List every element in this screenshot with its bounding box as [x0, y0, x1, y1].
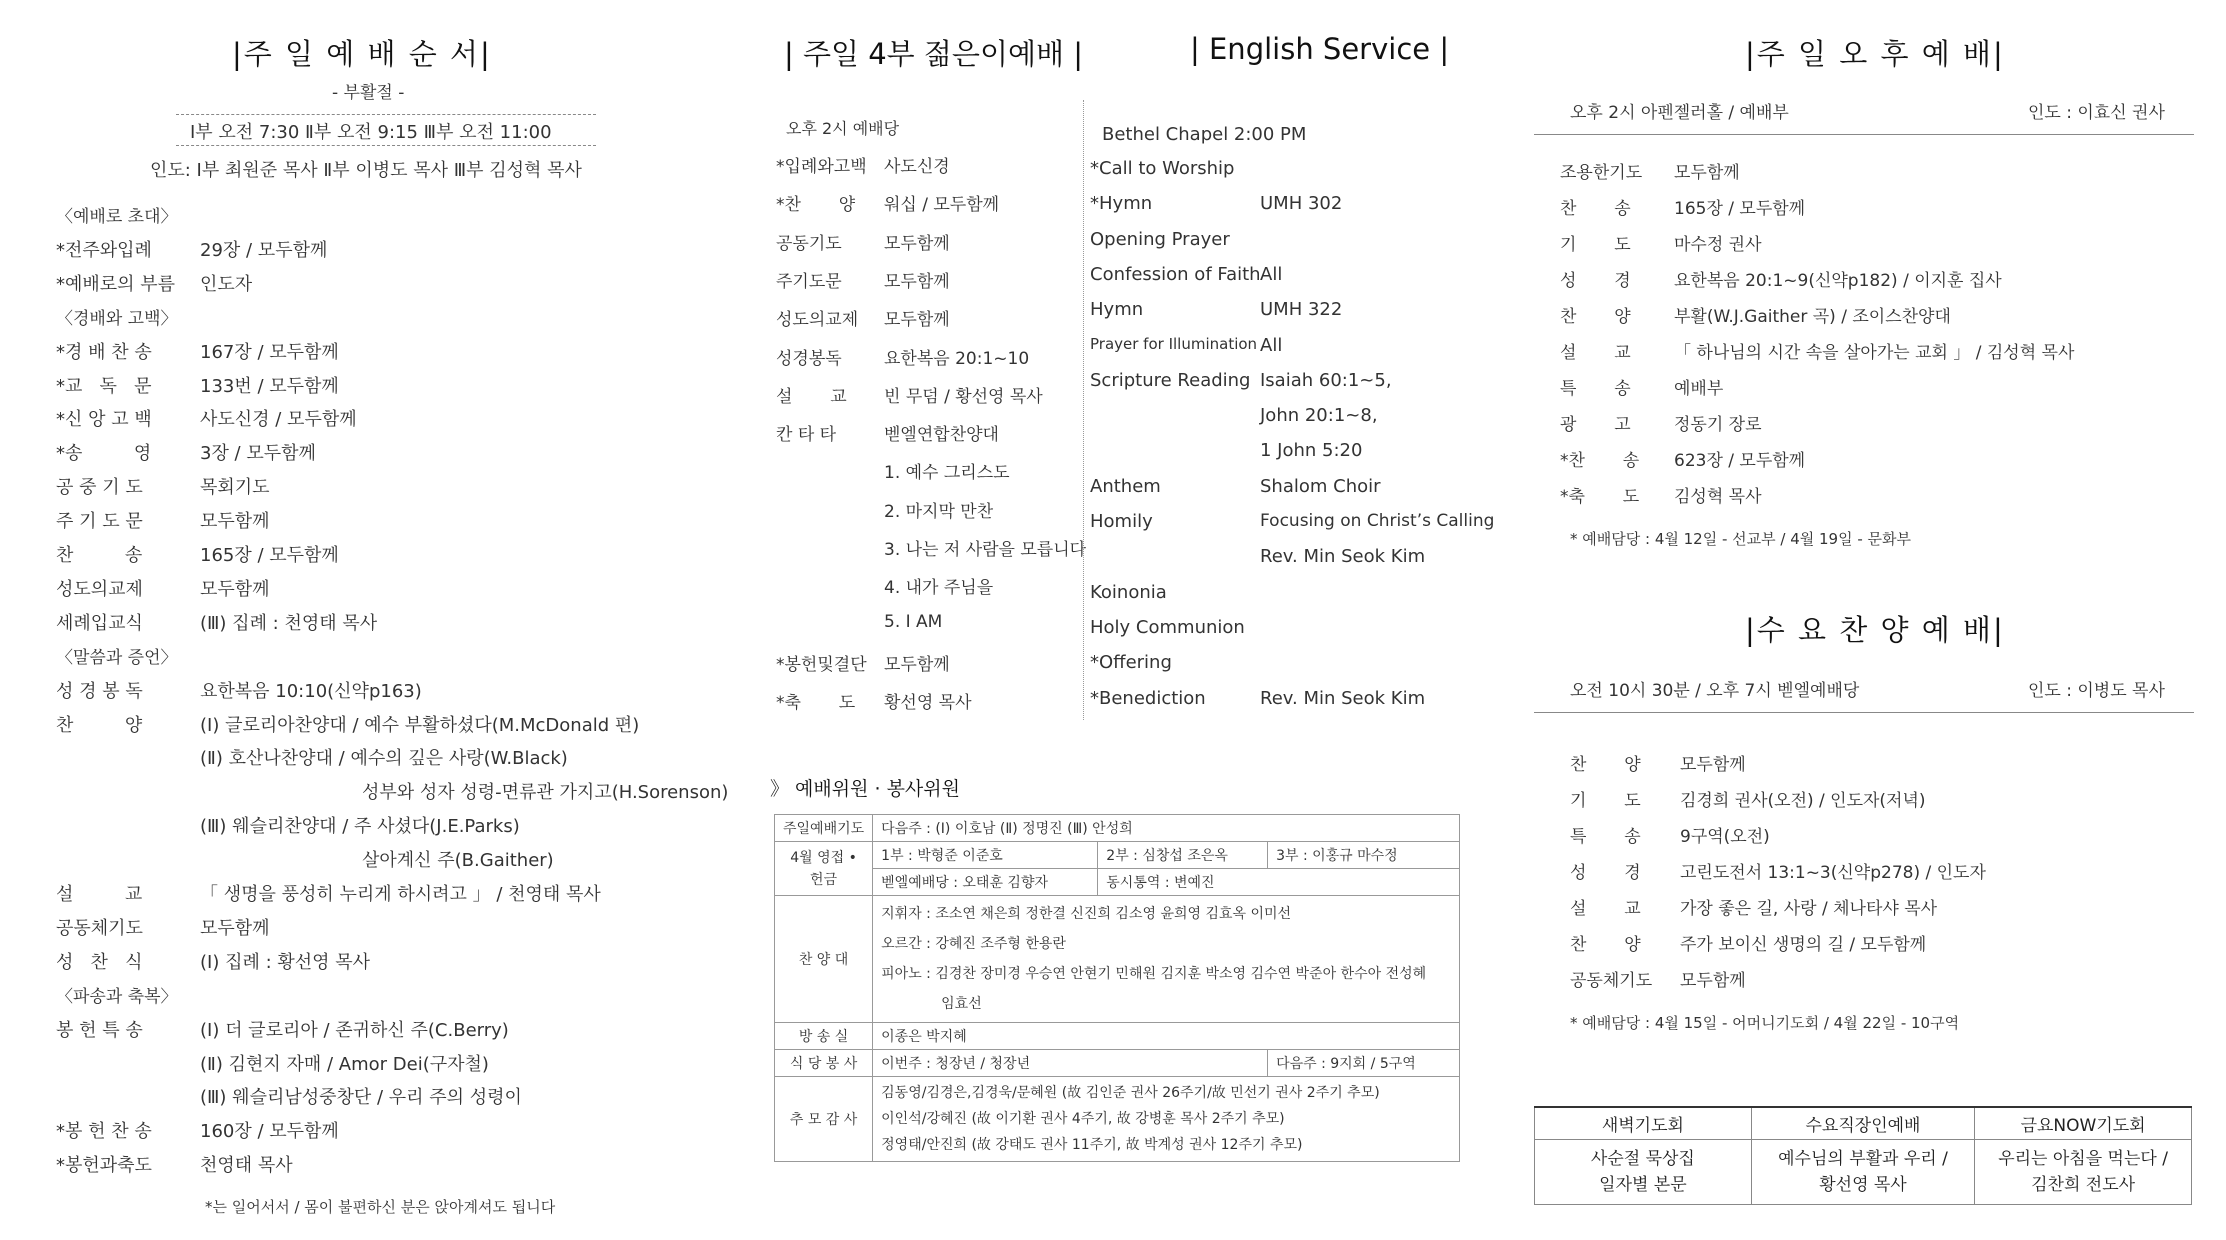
wednesday-label: 설 교 — [1570, 899, 1641, 919]
wednesday-value: 고린도전서 13:1~3(신약p278) / 인도자 — [1680, 863, 1986, 883]
wednesday-value: 김경희 권사(오전) / 인도자(저녁) — [1680, 791, 1926, 811]
staff-memorial-label: 추 모 감 사 — [775, 1077, 873, 1162]
wednesday-label: 찬 양 — [1570, 755, 1641, 775]
order-value: 165장 / 모두함께 — [200, 545, 339, 566]
section-heading: 〈경배와 고백〉 — [56, 309, 178, 329]
wednesday-rule — [1534, 712, 2194, 713]
staff-prayer-value: 다음주 : (Ⅰ) 이호남 (Ⅱ) 정명진 (Ⅲ) 안성희 — [873, 815, 1460, 842]
youth-value: 모두함께 — [884, 234, 950, 254]
afternoon-label: *찬 송 — [1560, 451, 1640, 471]
english-value: All — [1260, 335, 1283, 356]
afternoon-value: 165장 / 모두함께 — [1674, 199, 1806, 219]
youth-value: 3. 나는 저 사람을 모릅니다 — [884, 540, 1087, 560]
order-value: 살아계신 주(B.Gaither) — [362, 850, 554, 871]
order-value: (Ⅰ) 글로리아찬양대 / 예수 부활하셨다(M.McDonald 편) — [200, 715, 640, 736]
english-label: Scripture Reading — [1090, 370, 1251, 391]
staff-memorial-1: 김동영/김경은,김경욱/문혜원 (故 김인준 권사 26주기/故 민선기 권사 2주기 추모) — [881, 1085, 1380, 1101]
order-value: (Ⅲ) 웨슬리찬양대 / 주 사셨다(J.E.Parks) — [200, 816, 520, 837]
afternoon-label: 조용한기도 — [1560, 163, 1643, 183]
order-value: 모두함께 — [200, 511, 270, 532]
afternoon-service-leader: 인도 : 이효신 권사 — [2028, 103, 2165, 123]
afternoon-value: 예배부 — [1674, 379, 1724, 399]
wednesday-label: 기 도 — [1570, 791, 1641, 811]
order-label: 봉 헌 특 송 — [56, 1020, 143, 1041]
afternoon-value: 요한복음 20:1~9(신약p182) / 이지훈 집사 — [1674, 271, 2002, 291]
order-value: 167장 / 모두함께 — [200, 342, 339, 363]
staff-table — [774, 814, 1460, 1162]
friday-now-line2: 김찬희 전도사 — [2031, 1175, 2136, 1195]
wednesday-workers-line1: 예수님의 부활과 우리 / — [1778, 1149, 1948, 1169]
youth-value: 모두함께 — [884, 272, 950, 292]
wednesday-service-title: |수 요 찬 양 예 배| — [1745, 613, 2005, 647]
wednesday-label: 찬 양 — [1570, 935, 1641, 955]
afternoon-label: 특 송 — [1560, 379, 1631, 399]
afternoon-service-time: 오후 2시 아펜젤러홀 / 예배부 — [1570, 103, 1789, 123]
english-label: *Call to Worship — [1090, 158, 1235, 179]
order-label: *신 앙 고 백 — [56, 409, 152, 430]
order-value: (Ⅱ) 김현지 자매 / Amor Dei(구자철) — [200, 1054, 489, 1075]
english-label: *Benediction — [1090, 688, 1206, 709]
wednesday-label: 성 경 — [1570, 863, 1641, 883]
order-label: *경 배 찬 송 — [56, 342, 152, 363]
wednesday-value: 주가 보이신 생명의 길 / 모두함께 — [1680, 935, 1927, 955]
times-top-rule — [176, 114, 596, 115]
afternoon-value: 623장 / 모두함께 — [1674, 451, 1806, 471]
friday-now-header: 금요NOW기도회 — [1975, 1107, 2192, 1140]
order-label: 성도의교제 — [56, 579, 143, 600]
order-value: 「 생명을 풍성히 누리게 하시려고 」 / 천영태 목사 — [200, 884, 601, 905]
order-label: 찬 양 — [56, 715, 143, 736]
afternoon-note: * 예배담당 : 4월 12일 - 선교부 / 4월 19일 - 문화부 — [1570, 530, 1912, 548]
english-value: John 20:1~8, — [1260, 405, 1378, 426]
staff-memorial-3: 정영태/안진희 (故 강태도 권사 11주기, 故 박계성 권사 12주기 추모) — [881, 1137, 1303, 1153]
column-divider — [1083, 100, 1084, 720]
english-label: *Offering — [1090, 652, 1172, 673]
afternoon-label: *축 도 — [1560, 487, 1640, 507]
english-value: Isaiah 60:1~5, — [1260, 370, 1392, 391]
youth-value: 사도신경 — [884, 157, 950, 177]
youth-service-time: 오후 2시 예배당 — [786, 119, 900, 138]
afternoon-value: 부활(W.J.Gaither 곡) / 조이스찬양대 — [1674, 307, 1951, 327]
order-value: 성부와 성자 성령-면류관 가지고(H.Sorenson) — [362, 782, 729, 803]
order-label: *예배로의 부름 — [56, 274, 176, 295]
english-value: 1 John 5:20 — [1260, 440, 1363, 461]
youth-label: *찬 양 — [776, 195, 856, 215]
youth-value: 4. 내가 주님을 — [884, 578, 994, 598]
section-heading: 〈파송과 축복〉 — [56, 987, 178, 1007]
youth-value: 워십 / 모두함께 — [884, 195, 1000, 215]
afternoon-label: 찬 송 — [1560, 199, 1631, 219]
staff-broadcast-value: 이종은 박지혜 — [873, 1023, 1460, 1050]
order-value: 사도신경 / 모두함께 — [200, 409, 357, 430]
wednesday-service-leader: 인도 : 이병도 목사 — [2028, 681, 2165, 701]
english-label: *Hymn — [1090, 193, 1153, 214]
staff-interpreter: 동시통역 : 변예진 — [1098, 869, 1460, 896]
service-times: Ⅰ부 오전 7:30 Ⅱ부 오전 9:15 Ⅲ부 오전 11:00 — [190, 122, 552, 143]
section-heading: 〈말씀과 증언〉 — [56, 648, 178, 668]
wednesday-note: * 예배담당 : 4월 15일 - 어머니기도회 / 4월 22일 - 10구역 — [1570, 1014, 1960, 1032]
staff-usher-1: 1부 : 박형준 이준호 — [873, 842, 1098, 869]
staff-heading: 》 예배위원 · 봉사위원 — [770, 778, 960, 800]
afternoon-label: 찬 양 — [1560, 307, 1631, 327]
youth-label: 설 교 — [776, 387, 847, 407]
youth-label: *봉헌및결단 — [776, 655, 867, 675]
dawn-prayer-line1: 사순절 묵상집 — [1590, 1149, 1695, 1169]
staff-usher-bethel: 벧엘예배당 : 오태훈 김향자 — [873, 869, 1098, 896]
afternoon-service-title: |주 일 오 후 예 배| — [1745, 37, 2005, 71]
order-value: (Ⅰ) 더 글로리아 / 존귀하신 주(C.Berry) — [200, 1020, 509, 1041]
english-value: Shalom Choir — [1260, 476, 1381, 497]
wednesday-workers-header: 수요직장인예배 — [1751, 1107, 1974, 1140]
english-label: Anthem — [1090, 476, 1161, 497]
order-label: 주 기 도 문 — [56, 511, 143, 532]
wednesday-value: 모두함께 — [1680, 971, 1746, 991]
staff-kitchen-label: 식 당 봉 사 — [775, 1050, 873, 1077]
youth-value: 황선영 목사 — [884, 693, 972, 713]
english-label: Confession of Faith — [1090, 264, 1261, 285]
english-label: Opening Prayer — [1090, 229, 1230, 250]
youth-value: 2. 마지막 만찬 — [884, 502, 994, 522]
staff-choir-piano: 피아노 : 김경찬 장미경 우승연 안현기 민해원 김지훈 박소영 김수연 박준아 한수아 전성혜 — [881, 966, 1427, 982]
youth-value: 벧엘연합찬양대 — [884, 425, 999, 445]
english-value: UMH 302 — [1260, 193, 1343, 214]
wednesday-value: 9구역(오전) — [1680, 827, 1770, 847]
order-label: *송 영 — [56, 443, 152, 464]
dawn-prayer-line2: 일자별 본문 — [1599, 1175, 1687, 1195]
afternoon-value: 정동기 장로 — [1674, 415, 1762, 435]
staff-broadcast-label: 방 송 실 — [775, 1023, 873, 1050]
order-label: 공동체기도 — [56, 918, 143, 939]
prayer-meetings-table — [1534, 1106, 2192, 1205]
order-value: 목회기도 — [200, 477, 270, 498]
afternoon-rule — [1534, 134, 2194, 135]
wednesday-service-time: 오전 10시 30분 / 오후 7시 벧엘예배당 — [1570, 681, 1860, 701]
staff-usher-3: 3부 : 이홍규 마수정 — [1268, 842, 1460, 869]
wednesday-label: 특 송 — [1570, 827, 1641, 847]
order-label: 세례입교식 — [56, 613, 143, 634]
order-label: 성 경 봉 독 — [56, 681, 143, 702]
staff-kitchen-next: 다음주 : 9지회 / 5구역 — [1268, 1050, 1460, 1077]
afternoon-label: 설 교 — [1560, 343, 1631, 363]
afternoon-label: 기 도 — [1560, 235, 1631, 255]
order-label: 찬 송 — [56, 545, 143, 566]
youth-value: 요한복음 20:1~10 — [884, 349, 1030, 369]
order-value: 인도자 — [200, 274, 253, 295]
afternoon-label: 광 고 — [1560, 415, 1631, 435]
english-value: Rev. Min Seok Kim — [1260, 688, 1426, 709]
staff-usher-label: 4월 영접 • 헌금 — [775, 842, 873, 896]
order-value: 3장 / 모두함께 — [200, 443, 316, 464]
youth-value: 빈 무덤 / 황선영 목사 — [884, 387, 1043, 407]
youth-label: 칸 타 타 — [776, 425, 837, 445]
english-label: Koinonia — [1090, 582, 1167, 603]
wednesday-label: 공동체기도 — [1570, 971, 1653, 991]
times-bottom-rule — [176, 145, 596, 146]
sunday-service-title: |주 일 예 배 순 서| — [232, 37, 492, 71]
order-label: *봉 헌 찬 송 — [56, 1121, 152, 1142]
youth-value: 모두함께 — [884, 655, 950, 675]
afternoon-label: 성 경 — [1560, 271, 1631, 291]
english-label: Hymn — [1090, 299, 1144, 320]
order-label: 설 교 — [56, 884, 143, 905]
english-value: Focusing on Christ’s Calling — [1260, 511, 1495, 531]
english-label: Homily — [1090, 511, 1153, 532]
sunday-service-subtitle: - 부활절 - — [332, 83, 405, 103]
youth-label: *입례와고백 — [776, 157, 867, 177]
order-value: 모두함께 — [200, 918, 270, 939]
english-service-title: | English Service | — [1190, 32, 1450, 66]
wednesday-value: 모두함께 — [1680, 755, 1746, 775]
youth-service-title: | 주일 4부 젊은이예배 | — [784, 37, 1083, 71]
staff-choir-piano-cont: 임효선 — [941, 996, 982, 1012]
staff-choir-organ: 오르간 : 강혜진 조주형 한용란 — [881, 936, 1066, 952]
staff-choir-conductors: 지휘자 : 조소연 채은희 정한결 신진희 김소영 윤희영 김효옥 이미선 — [881, 906, 1292, 922]
youth-label: 주기도문 — [776, 272, 842, 292]
staff-choir-label: 찬 양 대 — [775, 896, 873, 1023]
youth-label: 성경봉독 — [776, 349, 842, 369]
staff-usher-2: 2부 : 심창섭 조은옥 — [1098, 842, 1268, 869]
youth-label: 성도의교제 — [776, 310, 859, 330]
order-value: 요한복음 10:10(신약p163) — [200, 681, 422, 702]
order-value: (Ⅰ) 집례 : 황선영 목사 — [200, 952, 371, 973]
order-label: 공 중 기 도 — [56, 477, 143, 498]
order-label: 성 찬 식 — [56, 952, 143, 973]
afternoon-value: 마수정 권사 — [1674, 235, 1762, 255]
english-label: Prayer for Illumination — [1090, 335, 1258, 353]
english-value: Rev. Min Seok Kim — [1260, 546, 1426, 567]
youth-label: *축 도 — [776, 693, 856, 713]
order-label: *전주와입례 — [56, 240, 152, 261]
standing-footnote: *는 일어서서 / 몸이 불편하신 분은 앉아계셔도 됩니다 — [205, 1198, 556, 1216]
order-value: (Ⅲ) 집례 : 천영태 목사 — [200, 613, 378, 634]
youth-value: 모두함께 — [884, 310, 950, 330]
order-value: 160장 / 모두함께 — [200, 1121, 339, 1142]
afternoon-value: 모두함께 — [1674, 163, 1740, 183]
order-value: 천영태 목사 — [200, 1155, 293, 1176]
youth-value: 5. I AM — [884, 612, 943, 632]
staff-prayer-label: 주일예배기도 — [775, 815, 873, 842]
afternoon-value: 김성혁 목사 — [1674, 487, 1762, 507]
order-value: (Ⅱ) 호산나찬양대 / 예수의 깊은 사랑(W.Black) — [200, 748, 568, 769]
order-value: 29장 / 모두함께 — [200, 240, 328, 261]
english-service-time: Bethel Chapel 2:00 PM — [1102, 124, 1307, 145]
wednesday-workers-line2: 황선영 목사 — [1819, 1175, 1907, 1195]
wednesday-value: 가장 좋은 길, 사랑 / 체나타샤 목사 — [1680, 899, 1938, 919]
order-label: *봉헌과축도 — [56, 1155, 152, 1176]
service-leaders: 인도: Ⅰ부 최원준 목사 Ⅱ부 이병도 목사 Ⅲ부 김성혁 목사 — [150, 160, 582, 181]
youth-value: 1. 예수 그리스도 — [884, 463, 1010, 483]
dawn-prayer-header: 새벽기도회 — [1535, 1107, 1752, 1140]
english-label: Holy Communion — [1090, 617, 1245, 638]
english-value: UMH 322 — [1260, 299, 1343, 320]
friday-now-line1: 우리는 아침을 먹는다 / — [1998, 1149, 2168, 1169]
order-label: *교 독 문 — [56, 376, 152, 397]
staff-kitchen-value: 이번주 : 청장년 / 청장년 — [873, 1050, 1268, 1077]
order-value: 133번 / 모두함께 — [200, 376, 339, 397]
order-value: (Ⅲ) 웨슬리남성중창단 / 우리 주의 성령이 — [200, 1087, 522, 1108]
section-heading: 〈예배로 초대〉 — [56, 207, 178, 227]
staff-memorial-2: 이인석/강혜진 (故 이기환 권사 4주기, 故 강병훈 목사 2주기 추모) — [881, 1111, 1285, 1127]
order-value: 모두함께 — [200, 579, 270, 600]
afternoon-value: 「 하나님의 시간 속을 살아가는 교회 」 / 김성혁 목사 — [1674, 343, 2075, 363]
english-value: All — [1260, 264, 1283, 285]
youth-label: 공동기도 — [776, 234, 842, 254]
